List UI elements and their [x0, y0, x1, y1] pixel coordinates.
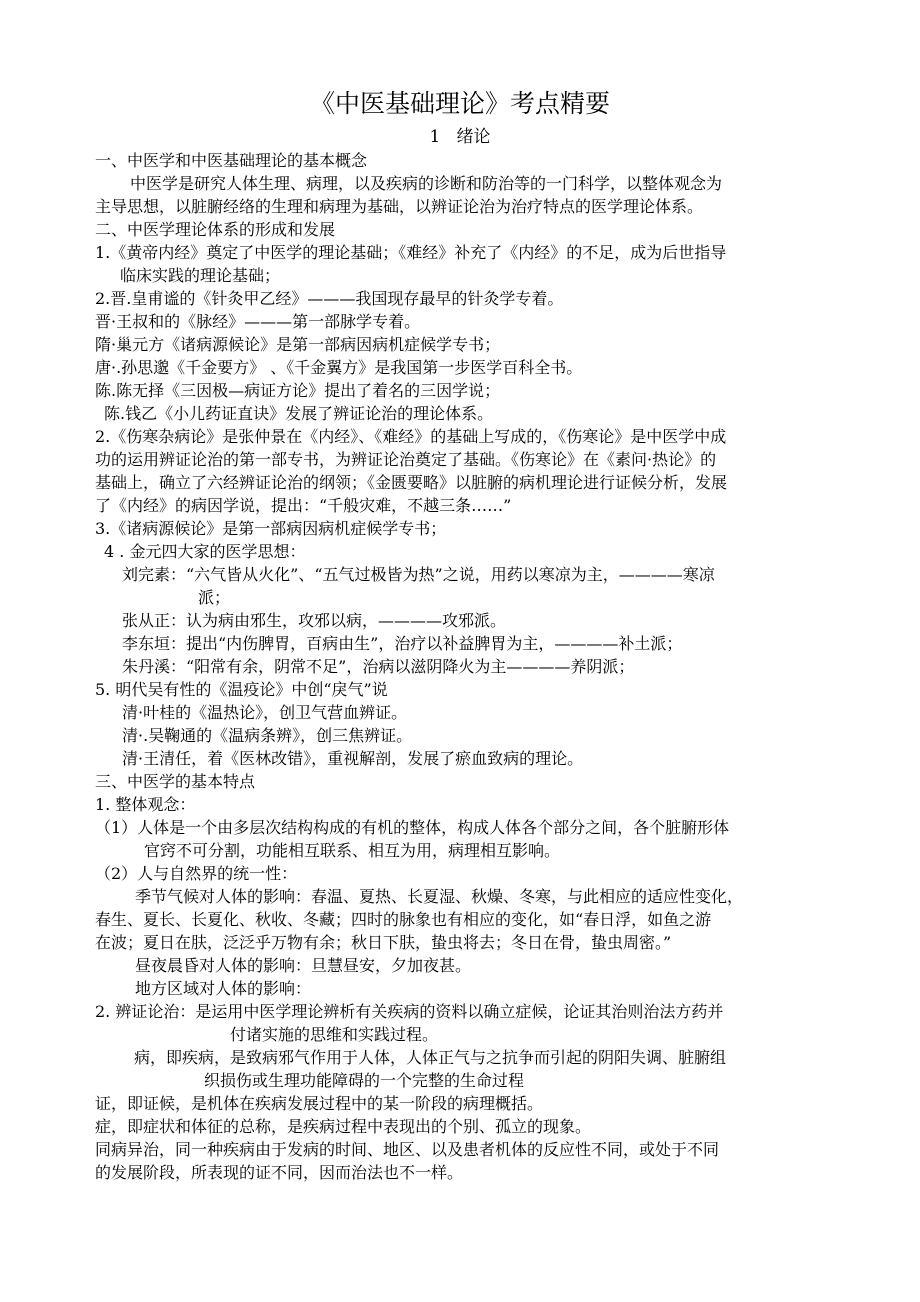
section-heading: 二、中医学理论体系的形成和发展: [95, 220, 336, 239]
body-line: 清·王清任，着《医林改错》，重视解剖，发展了瘀血致病的理论。: [122, 749, 584, 768]
list-heading: （2）人与自然界的统一性：: [95, 864, 298, 883]
list-heading: 2. 辨证论治：是运用中医学理论辨析有关疾病的资料以确立症候，论证其治则治法方药并: [95, 1002, 724, 1021]
body-line: 付诸实施的思维和实践过程。: [230, 1025, 439, 1044]
body-line: 临床实践的理论基础；: [120, 266, 281, 285]
body-line: 织损伤或生理功能障碍的一个完整的生命过程: [204, 1071, 525, 1090]
body-line: 1.《黄帝内经》奠定了中医学的理论基础；《难经》补充了《内经》的不足，成为后世指导: [95, 243, 727, 262]
body-line: 晋·王叔和的《脉经》———第一部脉学专着。: [95, 312, 421, 331]
body-line: 功的运用辨证论治的第一部专书，为辨证论治奠定了基础。《伤寒论》在《素问·热论》的: [95, 450, 717, 469]
page-title: 《中医基础理论》考点精要: [309, 89, 610, 118]
body-line: 官窍不可分割，功能相互联系、相互为用，病理相互影响。: [144, 841, 561, 860]
body-line: 同病异治，同一种疾病由于发病的时间、地区、以及患者机体的反应性不同，或处于不同: [95, 1140, 720, 1159]
body-line: 张从正：认为病由邪生，攻邪以病，————攻邪派。: [122, 611, 507, 630]
body-line: 刘完素：“六气皆从火化”、“五气过极皆为热”之说，用药以寒凉为主，————寒凉: [122, 565, 715, 584]
body-line: 隋·巢元方《诸病源候论》是第一部病因病机症候学专书；: [95, 335, 501, 354]
body-line: 症，即症状和体征的总称，是疾病过程中表现出的个别、孤立的现象。: [95, 1117, 592, 1136]
body-line: 2.《伤寒杂病论》是张仲景在《内经》、《难经》的基础上写成的，《伤寒论》是中医学中成: [95, 427, 727, 446]
body-line: 证，即证候，是机体在疾病发展过程中的某一阶段的病理概括。: [95, 1094, 544, 1113]
body-line: 在波；夏日在肤，泛泛乎万物有余；秋日下肤，蛰虫将去；冬日在骨，蛰虫周密。”: [95, 933, 672, 952]
section-heading: 一、中医学和中医基础理论的基本概念: [95, 151, 368, 170]
body-line: 主导思想，以脏腑经络的生理和病理为基础，以辨证论治为治疗特点的医学理论体系。: [95, 197, 704, 216]
body-line: 清·.吴鞠通的《温病条辨》，创三焦辨证。: [122, 726, 413, 745]
body-line: 地方区域对人体的影响：: [135, 979, 312, 998]
body-line: 3.《诸病源候论》是第一部病因病机症候学专书；: [95, 519, 447, 538]
body-line: 派；: [198, 588, 231, 607]
list-heading: 4 . 金元四大家的医学思想：: [104, 542, 306, 561]
body-line: 病，即疾病，是致病邪气作用于人体，人体正气与之抗争而引起的阴阳失调、脏腑组: [134, 1048, 727, 1067]
chapter-heading: 1 绪论: [429, 127, 491, 147]
body-line: 季节气候对人体的影响：春温、夏热、长夏湿、秋燥、冬寒，与此相应的适应性变化，: [135, 887, 744, 906]
body-line: 了《内经》的病因学说，提出：“千般灾难，不越三条……”: [95, 496, 512, 515]
body-line: 陈.钱乙《小儿药证直诀》发展了辨证论治的理论体系。: [104, 404, 494, 423]
body-line: 2.晋.皇甫谧的《针灸甲乙经》———我国现存最早的针灸学专着。: [95, 289, 564, 308]
body-line: 唐·.孙思邈《千金要方》 、《千金翼方》是我国第一步医学百科全书。: [95, 358, 583, 377]
body-line: 李东垣：提出“内伤脾胃，百病由生”，治疗以补益脾胃为主，————补土派；: [122, 634, 683, 653]
body-line: 朱丹溪：“阳常有余，阴常不足”，治病以滋阴降火为主————养阴派；: [122, 657, 635, 676]
body-line: 陈.陈无择《三因极—病证方论》提出了着名的三因学说；: [95, 381, 501, 400]
list-heading: 1. 整体观念：: [95, 795, 196, 814]
body-line: 的发展阶段，所表现的证不同，因而治法也不一样。: [95, 1163, 464, 1182]
body-line: 春生、夏长、长夏化、秋收、冬藏；四时的脉象也有相应的变化，如“春日浮，如鱼之游: [95, 910, 712, 929]
body-line: （1）人体是一个由多层次结构构成的有机的整体，构成人体各个部分之间，各个脏腑形体: [95, 818, 730, 837]
body-line: 5. 明代吴有性的《温疫论》中创“戾气”说: [95, 680, 388, 699]
body-line: 基础上，确立了六经辨证论治的纲领；《金匮要略》以脏腑的病机理论进行证候分析，发展: [95, 473, 728, 492]
body-line: 清·叶桂的《温热论》，创卫气营血辨证。: [122, 703, 408, 722]
section-heading: 三、中医学的基本特点: [95, 772, 256, 791]
body-line: 中医学是研究人体生理、病理，以及疾病的诊断和防治等的一门科学，以整体观念为: [130, 174, 723, 193]
body-line: 昼夜晨昏对人体的影响：旦慧昼安，夕加夜甚。: [135, 956, 472, 975]
